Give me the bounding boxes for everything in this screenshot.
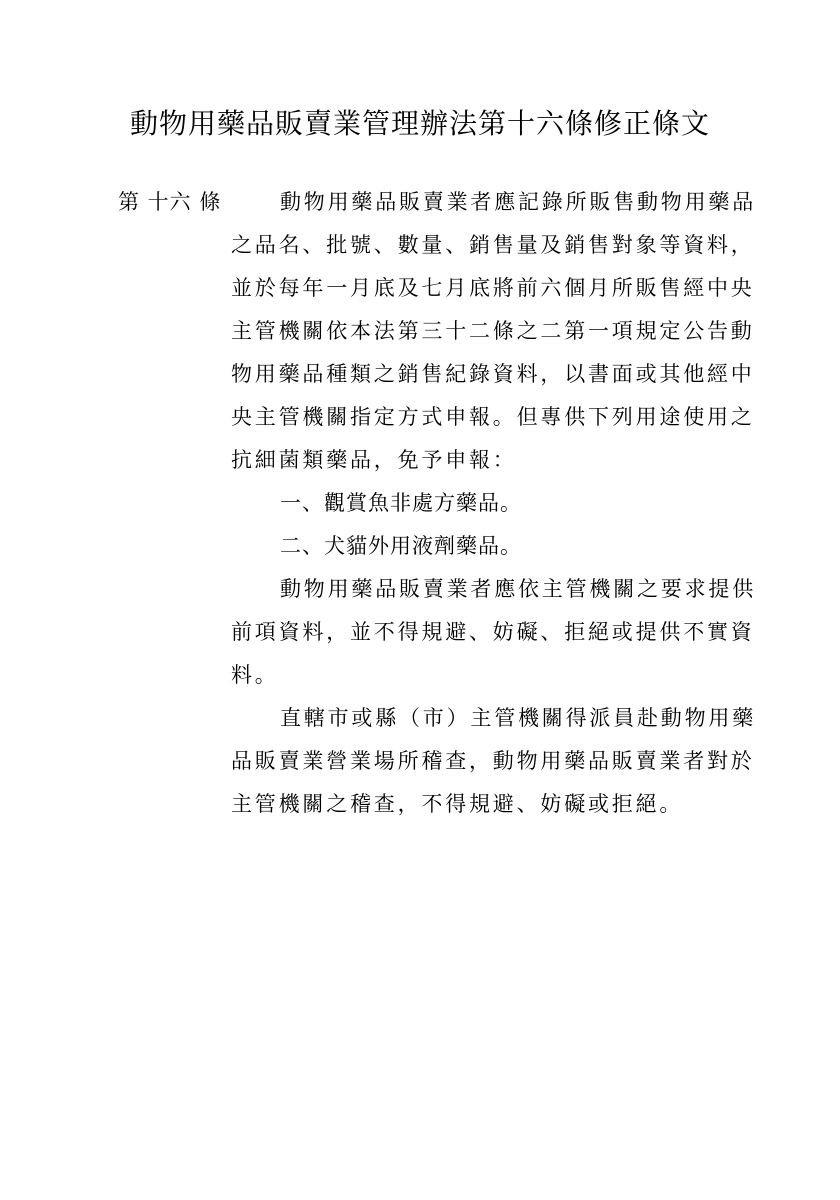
text-line: 主管機關依本法第三十二條之二第一項規定公告動 <box>231 319 755 343</box>
text-line: 央主管機關指定方式申報。但專供下列用途使用之 <box>231 405 755 429</box>
text-line: 主管機關之稽查，不得規避、妨礙或拒絕。 <box>231 792 684 816</box>
text-line: 之品名、批號、數量、銷售量及銷售對象等資料， <box>231 233 755 257</box>
text-line: 前項資料，並不得規避、妨礙、拒絕或提供不實資 <box>231 620 755 644</box>
list-item: 一、觀賞魚非處方藥品。 <box>280 491 522 515</box>
text-line: 品販賣業營業場所稽查，動物用藥品販賣業者對於 <box>231 749 755 773</box>
article-number-label: 第 十六 條 <box>118 190 222 214</box>
text-line: 動物用藥品販賣業者應記錄所販售動物用藥品 <box>280 190 756 214</box>
text-line: 料。 <box>231 663 279 687</box>
text-line: 物用藥品種類之銷售紀錄資料，以書面或其他經中 <box>231 362 755 386</box>
text-line: 直轄市或縣（市）主管機關得派員赴動物用藥 <box>280 706 756 730</box>
text-line: 並於每年一月底及七月底將前六個月所販售經中央 <box>231 276 755 300</box>
text-line: 動物用藥品販賣業者應依主管機關之要求提供 <box>280 577 756 601</box>
text-line: 抗細菌類藥品，免予申報： <box>231 448 517 472</box>
list-item: 二、犬貓外用液劑藥品。 <box>280 534 522 558</box>
document-title: 動物用藥品販賣業管理辦法第十六條修正條文 <box>129 107 710 140</box>
